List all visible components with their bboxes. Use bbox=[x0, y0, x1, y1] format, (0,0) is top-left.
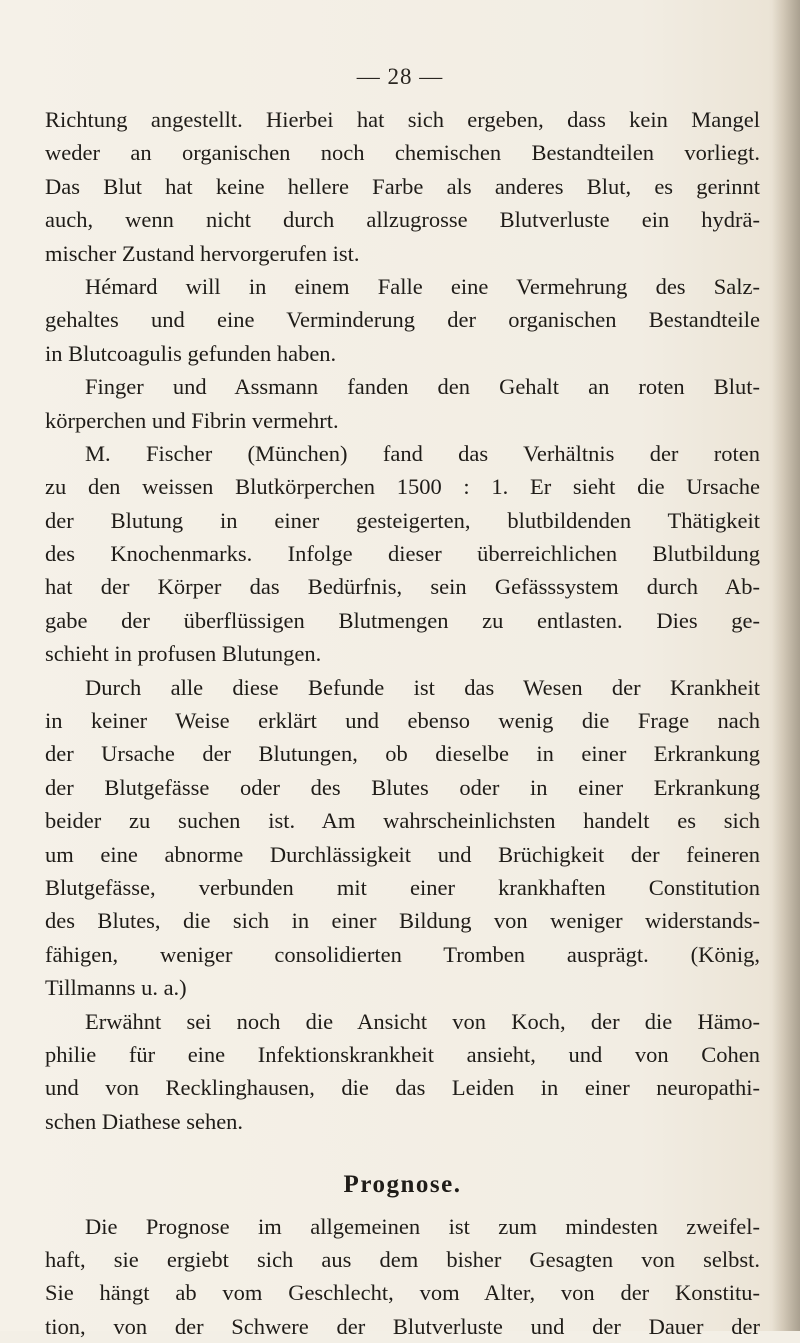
text-line: der Blutgefässe oder des Blutes oder in einer Erkrankung bbox=[45, 771, 760, 804]
text-line: körperchen und Fibrin vermehrt. bbox=[45, 404, 760, 437]
text-line: mischer Zustand hervorgerufen ist. bbox=[45, 237, 760, 270]
text-line: Erwähnt sei noch die Ansicht von Koch, der die Hämo- bbox=[45, 1005, 760, 1038]
text-line: Tillmanns u. a.) bbox=[45, 971, 760, 1004]
text-line: zu den weissen Blutkörperchen 1500 : 1. Er sieht die Ursache bbox=[45, 470, 760, 503]
text-line: haft, sie ergiebt sich aus dem bisher Gesagten von selbst. bbox=[45, 1243, 760, 1276]
text-line: weder an organischen noch chemischen Bestandteilen vorliegt. bbox=[45, 136, 760, 169]
text-line: Durch alle diese Befunde ist das Wesen der Krankheit bbox=[45, 671, 760, 704]
paragraph bbox=[45, 437, 760, 671]
text-line: um eine abnorme Durchlässigkeit und Brüchigkeit der feineren bbox=[45, 838, 760, 871]
paragraph bbox=[45, 370, 760, 437]
paragraph bbox=[45, 1005, 760, 1139]
paragraph bbox=[45, 671, 760, 1005]
text-line: auch, wenn nicht durch allzugrosse Blutverluste ein hydrä- bbox=[45, 203, 760, 236]
page-edge-shadow bbox=[772, 0, 800, 1331]
text-line: in keiner Weise erklärt und ebenso wenig die Frage nach bbox=[45, 704, 760, 737]
text-line: M. Fischer (München) fand das Verhältnis der roten bbox=[45, 437, 760, 470]
text-line: des Blutes, die sich in einer Bildung von weniger widerstands- bbox=[45, 904, 760, 937]
body-text bbox=[45, 103, 760, 1343]
text-line: in Blutcoagulis gefunden haben. bbox=[45, 337, 760, 370]
text-line: fähigen, weniger consolidierten Tromben ausprägt. (König, bbox=[45, 938, 760, 971]
text-line: der Ursache der Blutungen, ob dieselbe in einer Erkrankung bbox=[45, 737, 760, 770]
text-line: Blutgefässe, verbunden mit einer krankhaften Constitution bbox=[45, 871, 760, 904]
text-line: Die Prognose im allgemeinen ist zum mindesten zweifel- bbox=[45, 1210, 760, 1243]
page-number: — 28 — bbox=[0, 64, 800, 90]
paragraph bbox=[45, 103, 760, 270]
text-line: beider zu suchen ist. Am wahrscheinlichsten handelt es sich bbox=[45, 804, 760, 837]
text-line: der Blutung in einer gesteigerten, blutbildenden Thätigkeit bbox=[45, 504, 760, 537]
paragraph bbox=[45, 270, 760, 370]
text-line: Richtung angestellt. Hierbei hat sich ergeben, dass kein Mangel bbox=[45, 103, 760, 136]
text-line: Sie hängt ab vom Geschlecht, vom Alter, von der Konstitu- bbox=[45, 1276, 760, 1309]
text-line: Finger und Assmann fanden den Gehalt an roten Blut- bbox=[45, 370, 760, 403]
section-heading: Prognose. bbox=[45, 1168, 760, 1201]
text-line: schen Diathese sehen. bbox=[45, 1105, 760, 1138]
text-line: Hémard will in einem Falle eine Vermehrung des Salz- bbox=[45, 270, 760, 303]
paragraph bbox=[45, 1210, 760, 1343]
text-line: Das Blut hat keine hellere Farbe als anderes Blut, es gerinnt bbox=[45, 170, 760, 203]
text-line: gabe der überflüssigen Blutmengen zu entlasten. Dies ge- bbox=[45, 604, 760, 637]
text-line: hat der Körper das Bedürfnis, sein Gefässsystem durch Ab- bbox=[45, 570, 760, 603]
text-line: des Knochenmarks. Infolge dieser überreichlichen Blutbildung bbox=[45, 537, 760, 570]
text-line: schieht in profusen Blutungen. bbox=[45, 637, 760, 670]
text-line: gehaltes und eine Verminderung der organischen Bestandteile bbox=[45, 303, 760, 336]
text-line: und von Recklinghausen, die das Leiden in einer neuropathi- bbox=[45, 1071, 760, 1104]
text-line: tion, von der Schwere der Blutverluste und der Dauer der bbox=[45, 1310, 760, 1343]
text-line: philie für eine Infektionskrankheit ansieht, und von Cohen bbox=[45, 1038, 760, 1071]
